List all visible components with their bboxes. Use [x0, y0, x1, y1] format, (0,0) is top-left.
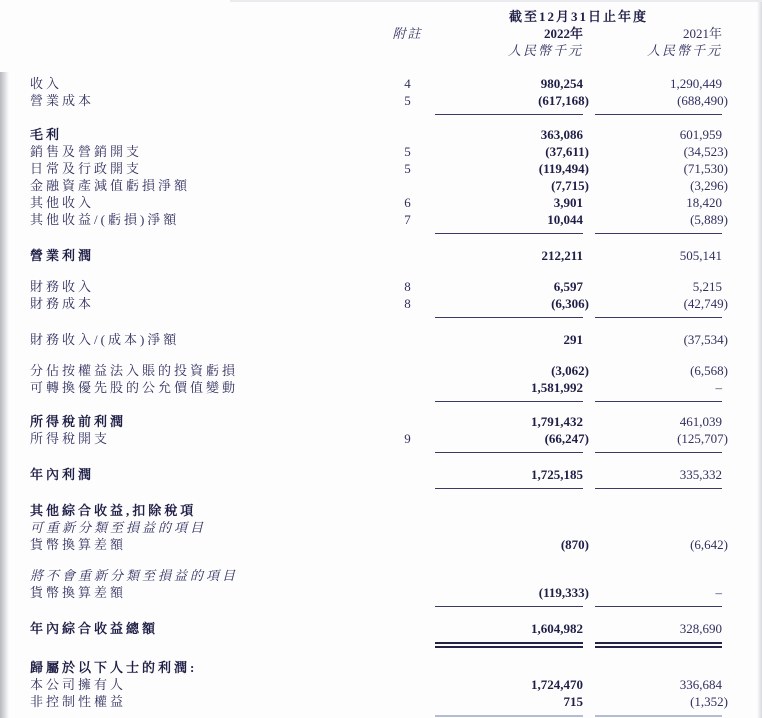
rule-spacer — [30, 114, 435, 116]
value-2022: (119,494) — [538, 161, 589, 176]
value-2021: – — [715, 380, 722, 395]
value-2021: – — [715, 585, 722, 600]
rule-line-2022 — [435, 317, 583, 319]
rule-single — [30, 452, 722, 454]
rule-single — [30, 317, 722, 319]
row-label: 將不會重新分類至損益的項目 — [30, 568, 239, 583]
value-2021: (34,523) — [683, 144, 728, 159]
unit-2022-header: 人民幣千元 — [507, 43, 583, 58]
row-label: 銷售及營銷開支 — [30, 144, 143, 159]
value-2022: 980,254 — [540, 76, 583, 91]
row-label: 財務收入/(成本)淨額 — [30, 332, 180, 347]
rule-single — [30, 233, 722, 235]
rule-spacer — [583, 114, 595, 116]
rule-spacer — [583, 715, 595, 717]
rule-spacer — [583, 642, 595, 649]
value-2022: 363,086 — [540, 127, 583, 142]
row-label: 營業利潤 — [30, 248, 95, 263]
value-2021: 601,959 — [679, 127, 722, 142]
statement-row — [30, 676, 722, 693]
statement-row — [30, 567, 722, 584]
value-2022: 1,724,470 — [531, 677, 583, 692]
value-2021: (1,352) — [690, 694, 728, 709]
value-2022: (3,062) — [551, 363, 589, 378]
row-label: 其他收入 — [30, 195, 95, 210]
rule-spacer — [30, 715, 435, 717]
statement-row — [30, 379, 722, 396]
row-note: 5 — [404, 93, 411, 108]
value-2022: 212,211 — [541, 248, 583, 263]
rule-line-2022 — [435, 452, 583, 454]
statement-row — [30, 413, 722, 430]
row-note: 9 — [404, 431, 411, 446]
value-2022: (7,715) — [551, 178, 589, 193]
value-2022: (6,306) — [551, 296, 589, 311]
column-header-years — [30, 26, 722, 42]
value-2021: 1,290,449 — [670, 76, 722, 91]
rule-single — [30, 401, 722, 403]
rule-spacer — [30, 317, 435, 319]
row-note: 4 — [404, 76, 411, 91]
row-label: 年內利潤 — [30, 467, 95, 482]
rule-line-2021 — [595, 488, 722, 490]
rule-line-2021 — [595, 452, 722, 454]
value-2022: (66,247) — [544, 431, 589, 446]
value-2022: 1,581,992 — [531, 380, 583, 395]
rule-spacer — [30, 401, 435, 403]
value-2022: 1,725,185 — [531, 467, 583, 482]
rule-line-2021 — [595, 114, 722, 116]
rule-spacer — [583, 401, 595, 403]
value-2022: 1,791,432 — [531, 414, 583, 429]
page-edge-shadow-top — [230, 0, 762, 2]
value-2021: (42,749) — [683, 296, 728, 311]
value-2021: 335,332 — [679, 467, 722, 482]
year-2022-header: 2022年 — [543, 26, 583, 41]
column-header-units — [30, 42, 722, 59]
rule-spacer — [30, 488, 435, 490]
rule-double — [30, 642, 722, 649]
row-label: 收入 — [30, 76, 63, 91]
header-spacer — [30, 26, 380, 42]
statement-row — [30, 466, 722, 483]
rule-line-2021 — [595, 317, 722, 319]
row-note: 5 — [404, 144, 411, 159]
value-2021: (6,568) — [690, 363, 728, 378]
value-2021: 336,684 — [679, 677, 722, 692]
header-spacer — [30, 8, 435, 26]
row-label: 其他收益/(虧損)淨額 — [30, 212, 180, 227]
row-label: 營業成本 — [30, 93, 95, 108]
row-label: 金融資產減值虧損淨額 — [30, 178, 191, 193]
period-title: 截至12月31日止年度 — [508, 9, 648, 24]
row-note: 7 — [404, 212, 411, 227]
statement-row — [30, 92, 728, 109]
column-header-period — [30, 8, 722, 26]
row-note: 8 — [404, 296, 411, 311]
value-2022: 6,597 — [553, 279, 583, 294]
value-2022: (870) — [560, 537, 589, 552]
rule-line-2022 — [435, 401, 583, 403]
statement-row — [30, 295, 728, 312]
value-2022: (119,333) — [538, 585, 589, 600]
rule-line-2021 — [595, 401, 722, 403]
statement-rows — [30, 75, 728, 717]
rule-line-2022 — [435, 114, 583, 116]
statement-row — [30, 659, 722, 676]
rule-spacer — [583, 606, 595, 608]
row-label: 年內綜合收益總額 — [30, 621, 159, 636]
statement-row — [30, 126, 722, 143]
value-2021: (3,296) — [690, 178, 728, 193]
row-label: 可轉換優先股的公允價值變動 — [30, 380, 239, 395]
row-label: 貨幣換算差額 — [30, 537, 127, 552]
page-edge-shadow-left — [0, 72, 9, 718]
row-label: 所得稅開支 — [30, 431, 111, 446]
statement-row — [30, 143, 728, 160]
statement-row — [30, 502, 722, 519]
rule-line-2021 — [595, 233, 722, 235]
rule-single — [30, 606, 722, 608]
row-label: 貨幣換算差額 — [30, 585, 127, 600]
statement-row — [30, 194, 722, 211]
value-2022: 10,044 — [547, 212, 583, 227]
value-2022: 1,604,982 — [531, 621, 583, 636]
row-note: 5 — [404, 161, 411, 176]
row-label: 日常及行政開支 — [30, 161, 143, 176]
value-2022: (617,168) — [538, 93, 589, 108]
statement-row — [30, 247, 722, 264]
row-label: 財務成本 — [30, 296, 95, 311]
statement-row — [30, 331, 728, 348]
statement-row — [30, 362, 728, 379]
row-label: 所得稅前利潤 — [30, 414, 127, 429]
value-2021: 18,420 — [686, 195, 722, 210]
value-2021: 461,039 — [679, 414, 722, 429]
rule-line-2022 — [435, 233, 583, 235]
row-note: 8 — [404, 279, 411, 294]
rule-spacer — [30, 606, 435, 608]
statement-row — [30, 519, 722, 536]
year-2021-header: 2021年 — [682, 26, 722, 41]
statement-row — [30, 536, 728, 553]
row-note: 6 — [404, 195, 411, 210]
unit-2021-header: 人民幣千元 — [646, 43, 722, 58]
header-spacer — [30, 42, 435, 59]
rule-line-2021 — [595, 606, 722, 608]
value-2021: 5,215 — [692, 279, 722, 294]
value-2022: 291 — [563, 332, 583, 347]
statement-row — [30, 160, 728, 177]
value-2022: 3,901 — [553, 195, 583, 210]
rule-single — [30, 488, 722, 490]
statement-row — [30, 177, 728, 194]
value-2021: 328,690 — [679, 621, 722, 636]
statement-row — [30, 211, 728, 228]
statement-row — [30, 693, 728, 710]
rule-single — [30, 114, 722, 116]
rule-spacer — [583, 233, 595, 235]
row-label: 其他綜合收益,扣除稅項 — [30, 503, 197, 518]
value-2022: (37,611) — [545, 144, 589, 159]
rule-spacer — [583, 317, 595, 319]
rule-line-2022 — [435, 715, 583, 717]
rule-spacer — [30, 233, 435, 235]
rule-spacer — [30, 452, 435, 454]
row-label: 毛利 — [30, 127, 63, 142]
row-label: 非控制性權益 — [30, 694, 127, 709]
page-edge-shadow-right — [757, 0, 762, 718]
rule-line-2021 — [595, 715, 722, 717]
rule-line-2022 — [435, 606, 583, 608]
notes-column-header: 附註 — [392, 26, 423, 41]
rule-spacer — [583, 452, 595, 454]
rule-line-2022 — [435, 488, 583, 490]
value-2021: (688,490) — [677, 93, 728, 108]
row-label: 分佔按權益法入賬的投資虧損 — [30, 363, 239, 378]
rule-spacer — [583, 488, 595, 490]
rule-light — [30, 715, 722, 717]
row-label: 本公司擁有人 — [30, 677, 127, 692]
rule-line-2022 — [435, 642, 583, 648]
statement-row — [30, 584, 722, 601]
value-2021: (5,889) — [690, 212, 728, 227]
value-2022: 715 — [563, 694, 583, 709]
value-2021: (37,534) — [683, 332, 728, 347]
statement-row — [30, 75, 722, 92]
value-2021: (125,707) — [677, 431, 728, 446]
value-2021: (71,530) — [683, 161, 728, 176]
statement-row — [30, 620, 722, 637]
statement-row — [30, 430, 728, 447]
statement-row — [30, 278, 722, 295]
value-2021: (6,642) — [690, 537, 728, 552]
row-label: 可重新分類至損益的項目 — [30, 520, 207, 535]
value-2021: 505,141 — [679, 248, 722, 263]
row-label: 歸屬於以下人士的利潤: — [30, 660, 198, 675]
rule-line-2021 — [595, 642, 722, 648]
rule-spacer — [30, 642, 435, 649]
row-label: 財務收入 — [30, 279, 95, 294]
